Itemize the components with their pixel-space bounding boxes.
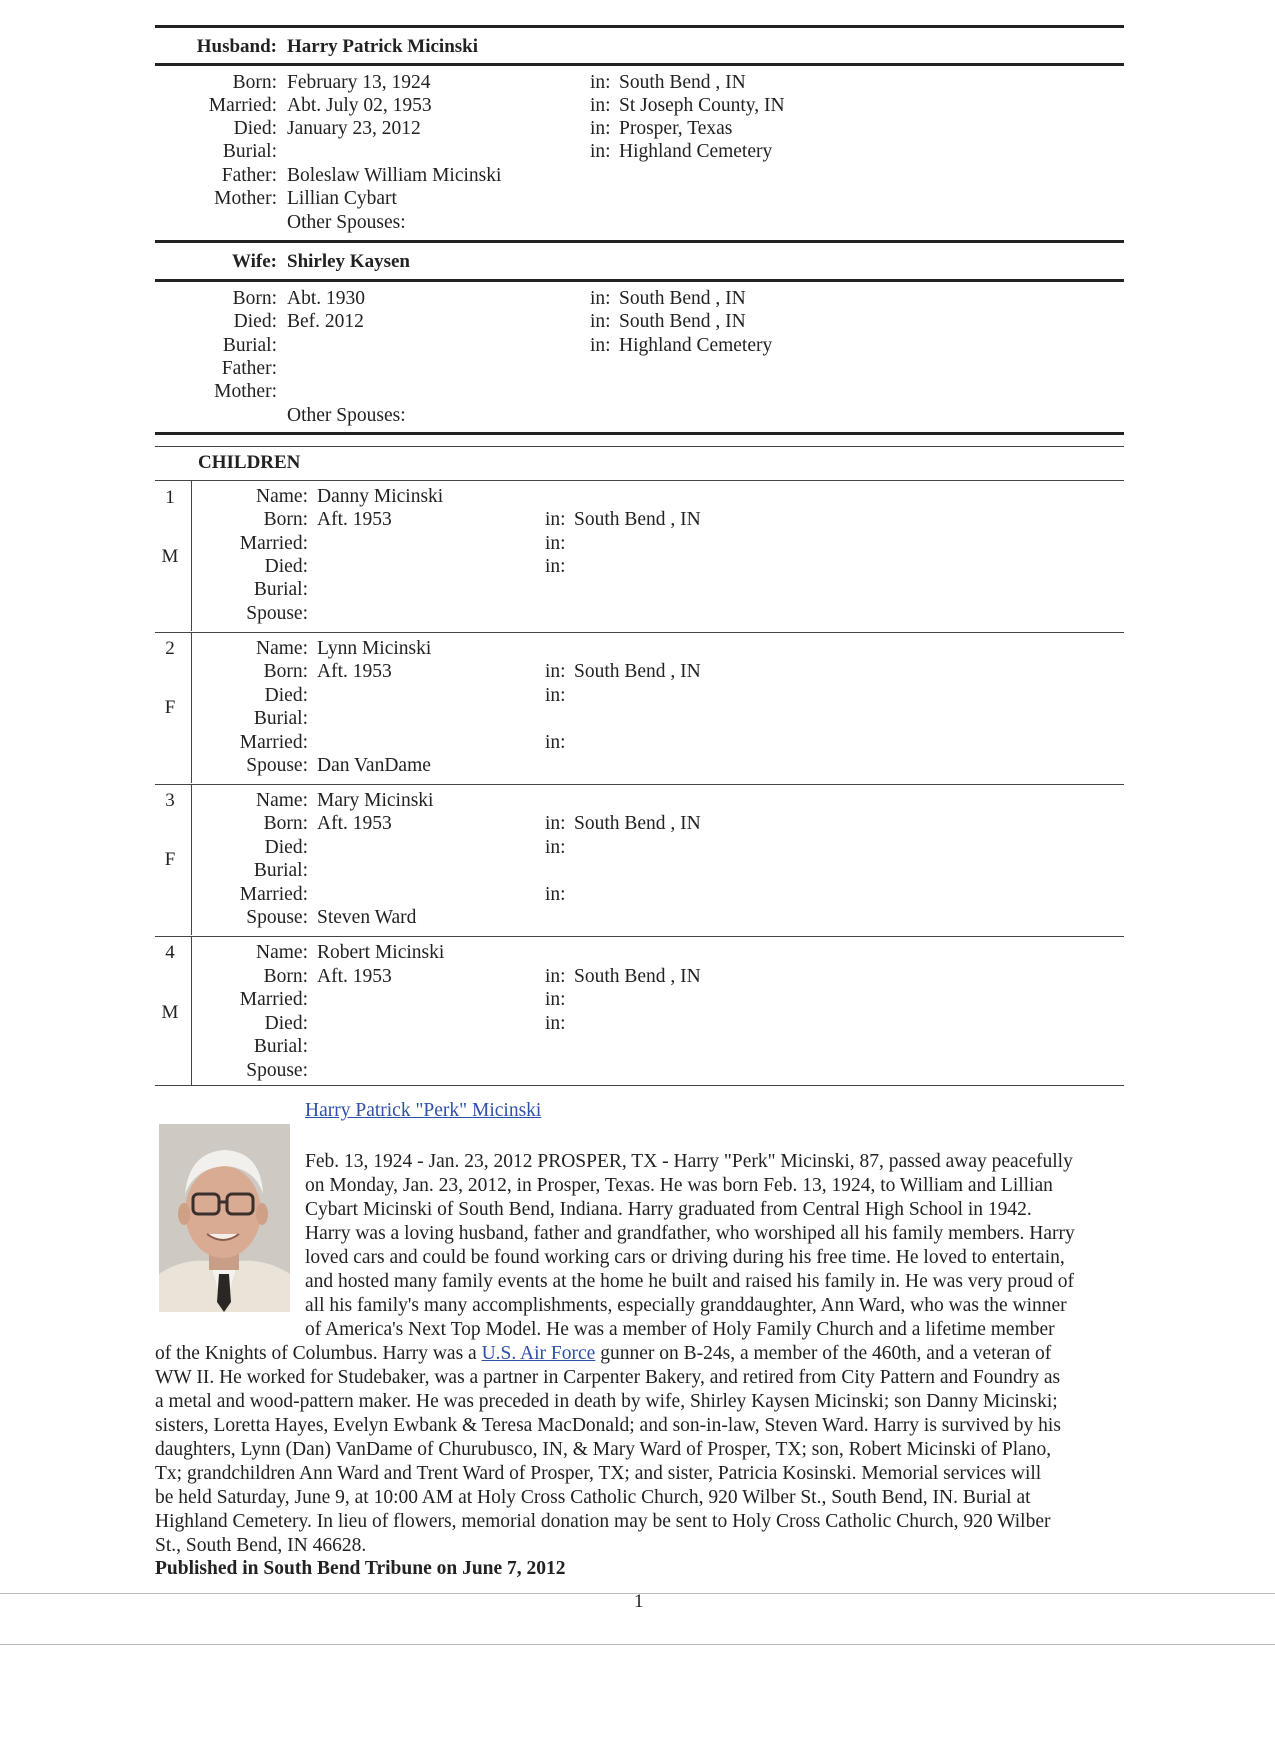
wife-mother-label: Mother:	[214, 381, 277, 402]
husband-married-label: Married:	[208, 95, 277, 116]
obituary-line: Cybart Micinski of South Bend, Indiana. Harry graduated from Central High School in 1942.	[305, 1199, 1032, 1220]
husband-burial-in-label: in:	[590, 141, 611, 162]
child-4-married-in-label: in:	[545, 989, 566, 1010]
child-3-born-place: South Bend , IN	[574, 813, 701, 834]
child-1-married-label: Married:	[239, 533, 308, 554]
child-2-born-label: Born:	[263, 661, 308, 682]
husband-burial-label: Burial:	[222, 141, 277, 162]
child-1-name-label: Name:	[256, 486, 308, 507]
child-2-born-place: South Bend , IN	[574, 661, 701, 682]
husband-married-in-label: in:	[590, 95, 611, 116]
scan-edge-line	[0, 1644, 1275, 1645]
published-note: Published in South Bend Tribune on June 7, 2012	[155, 1558, 566, 1579]
wife-born-place: South Bend , IN	[619, 288, 746, 309]
obituary-line: Harry was a loving husband, father and grandfather, who worshiped all his family members. Harry	[305, 1223, 1075, 1244]
husband-died-label: Died:	[233, 118, 277, 139]
child-2-spouse-value: Dan VanDame	[317, 755, 431, 776]
wife-header-label: Wife:	[231, 251, 277, 272]
husband-died-value: January 23, 2012	[287, 118, 421, 139]
child-4-burial-label: Burial:	[253, 1036, 308, 1057]
child-3-died-label: Died:	[264, 837, 308, 858]
obituary-line: and hosted many family events at the home he built and raised his family in. He was very proud of	[305, 1271, 1074, 1292]
obituary-line: Highland Cemetery. In lieu of flowers, memorial donation may be sent to Holy Cross Catholic Church, 920 Wilber	[155, 1511, 1051, 1532]
page-number: 1	[634, 1591, 644, 1612]
children-header: CHILDREN	[198, 452, 301, 473]
wife-burial-place: Highland Cemetery	[619, 335, 773, 356]
child-3-sex: F	[164, 849, 176, 870]
child-4-spouse-label: Spouse:	[246, 1060, 308, 1081]
child-1-married-in-label: in:	[545, 533, 566, 554]
children-header-rule	[155, 480, 1124, 481]
child-1-died-label: Died:	[264, 556, 308, 577]
wife-top-rule	[155, 240, 1124, 243]
husband-name: Harry Patrick Micinski	[287, 36, 479, 57]
husband-bottom-rule	[155, 63, 1124, 66]
child-4-died-label: Died:	[264, 1013, 308, 1034]
child-2-born-in-label: in:	[545, 661, 566, 682]
child-3-married-label: Married:	[239, 884, 308, 905]
child-4-sex: M	[161, 1002, 179, 1023]
obituary-line: of America's Next Top Model. He was a member of Holy Family Church and a lifetime member	[305, 1319, 1055, 1340]
wife-burial-label: Burial:	[222, 335, 277, 356]
child-2-married-label: Married:	[239, 732, 308, 753]
obituary-line: daughters, Lynn (Dan) VanDame of Churubusco, IN, & Mary Ward of Prosper, TX; son, Robert Micinski of Plano,	[155, 1439, 1052, 1460]
wife-died-in-label: in:	[590, 311, 611, 332]
husband-died-in-label: in:	[590, 118, 611, 139]
child-3-name-label: Name:	[256, 790, 308, 811]
child-2-died-in-label: in:	[545, 685, 566, 706]
husband-died-place: Prosper, Texas	[619, 118, 733, 139]
child-2-married-in-label: in:	[545, 732, 566, 753]
child-3-burial-label: Burial:	[253, 860, 308, 881]
child-1-sex: M	[161, 546, 179, 567]
husband-born-in-label: in:	[590, 72, 611, 93]
husband-born-label: Born:	[232, 72, 277, 93]
child-1-spouse-label: Spouse:	[246, 603, 308, 624]
child-4-born-value: Aft. 1953	[317, 966, 392, 987]
husband-married-place: St Joseph County, IN	[619, 95, 785, 116]
obituary-line: WW II. He worked for Studebaker, was a partner in Carpenter Bakery, and retired from City Pattern and Foundry as	[155, 1367, 1061, 1388]
child-3-bottom-rule	[155, 936, 1124, 937]
wife-name: Shirley Kaysen	[287, 251, 410, 272]
husband-father-value: Boleslaw William Micinski	[287, 165, 502, 186]
child-1-name-value: Danny Micinski	[317, 486, 444, 507]
obituary-line-with-link	[155, 1342, 1051, 1366]
wife-bottom-rule	[155, 279, 1124, 282]
child-4-name-label: Name:	[256, 942, 308, 963]
wife-born-label: Born:	[232, 288, 277, 309]
child-2-number: 2	[165, 638, 175, 659]
child-4-died-in-label: in:	[545, 1013, 566, 1034]
wife-burial-in-label: in:	[590, 335, 611, 356]
husband-burial-place: Highland Cemetery	[619, 141, 773, 162]
child-3-born-in-label: in:	[545, 813, 566, 834]
child-3-born-value: Aft. 1953	[317, 813, 392, 834]
child-1-burial-label: Burial:	[253, 579, 308, 600]
child-1-born-value: Aft. 1953	[317, 509, 392, 530]
child-4-married-label: Married:	[239, 989, 308, 1010]
husband-header-label: Husband:	[196, 36, 277, 57]
child-3-spouse-label: Spouse:	[246, 907, 308, 928]
child-2-name-label: Name:	[256, 638, 308, 659]
child-3-born-label: Born:	[263, 813, 308, 834]
child-2-burial-label: Burial:	[253, 708, 308, 729]
child-1-bottom-rule	[155, 632, 1124, 633]
child-3-name-value: Mary Micinski	[317, 790, 434, 811]
obituary-line: Feb. 13, 1924 - Jan. 23, 2012 PROSPER, TX - Harry "Perk" Micinski, 87, passed away peacefully	[305, 1151, 1073, 1172]
wife-died-place: South Bend , IN	[619, 311, 746, 332]
child-1-number: 1	[165, 487, 175, 508]
obituary-text-before-link: of the Knights of Columbus. Harry was a	[155, 1343, 482, 1364]
child-3-number: 3	[165, 790, 175, 811]
child-1-born-label: Born:	[263, 509, 308, 530]
husband-other-spouses-label: Other Spouses:	[287, 212, 406, 233]
husband-born-place: South Bend , IN	[619, 72, 746, 93]
child-1-died-in-label: in:	[545, 556, 566, 577]
child-2-born-value: Aft. 1953	[317, 661, 392, 682]
wife-born-in-label: in:	[590, 288, 611, 309]
child-2-bottom-rule	[155, 784, 1124, 785]
obituary-line: on Monday, Jan. 23, 2012, in Prosper, Texas. He was born Feb. 13, 1924, to William and Lillian	[305, 1175, 1053, 1196]
child-3-spouse-value: Steven Ward	[317, 907, 417, 928]
husband-born-value: February 13, 1924	[287, 72, 431, 93]
obituary-line: loved cars and could be found working cars or driving during his free time. He loved to entertain,	[305, 1247, 1065, 1268]
children-top-thin-rule	[155, 446, 1124, 447]
wife-father-label: Father:	[221, 358, 277, 379]
obituary-title-link[interactable]: Harry Patrick "Perk" Micinski	[305, 1100, 542, 1121]
child-4-born-place: South Bend , IN	[574, 966, 701, 987]
husband-mother-value: Lillian Cybart	[287, 188, 397, 209]
child-1-born-place: South Bend , IN	[574, 509, 701, 530]
obituary-text-after-link: gunner on B-24s, a member of the 460th, and a veteran of	[595, 1343, 1052, 1364]
husband-top-rule	[155, 25, 1124, 28]
portrait-photo	[159, 1124, 290, 1312]
husband-married-value: Abt. July 02, 1953	[287, 95, 432, 116]
child-4-name-value: Robert Micinski	[317, 942, 445, 963]
wife-died-label: Died:	[233, 311, 277, 332]
obituary-line: all his family's many accomplishments, especially granddaughter, Ann Ward, who was the winner	[305, 1295, 1067, 1316]
wife-died-value: Bef. 2012	[287, 311, 364, 332]
air-force-link[interactable]: U.S. Air Force	[481, 1343, 596, 1364]
obituary-line: sisters, Loretta Hayes, Evelyn Ewbank & Teresa MacDonald; and son-in-law, Steven Ward. Harry is survived by his	[155, 1415, 1061, 1436]
child-4-born-in-label: in:	[545, 966, 566, 987]
wife-other-spouses-label: Other Spouses:	[287, 405, 406, 426]
child-4-born-label: Born:	[263, 966, 308, 987]
obituary-line: be held Saturday, June 9, at 10:00 AM at Holy Cross Catholic Church, 920 Wilber St., South Bend, IN. Burial at	[155, 1487, 1031, 1508]
obituary-line: St., South Bend, IN 46628.	[155, 1535, 367, 1556]
obituary-line: Tx; grandchildren Ann Ward and Trent Ward of Prosper, TX; and sister, Patricia Kosinski. Memorial services will	[155, 1463, 1042, 1484]
child-2-sex: F	[164, 697, 176, 718]
husband-mother-label: Mother:	[214, 188, 277, 209]
child-4-number: 4	[165, 942, 175, 963]
obituary-line: a metal and wood-pattern maker. He was preceded in death by wife, Shirley Kaysen Micinski; son Danny Micinski;	[155, 1391, 1058, 1412]
child-3-died-in-label: in:	[545, 837, 566, 858]
husband-father-label: Father:	[221, 165, 277, 186]
child-2-died-label: Died:	[264, 685, 308, 706]
child-2-name-value: Lynn Micinski	[317, 638, 432, 659]
children-top-rule	[155, 432, 1124, 435]
portrait-image	[159, 1124, 290, 1312]
child-3-married-in-label: in:	[545, 884, 566, 905]
child-1-born-in-label: in:	[545, 509, 566, 530]
children-bottom-rule	[155, 1085, 1124, 1086]
child-2-spouse-label: Spouse:	[246, 755, 308, 776]
wife-born-value: Abt. 1930	[287, 288, 365, 309]
